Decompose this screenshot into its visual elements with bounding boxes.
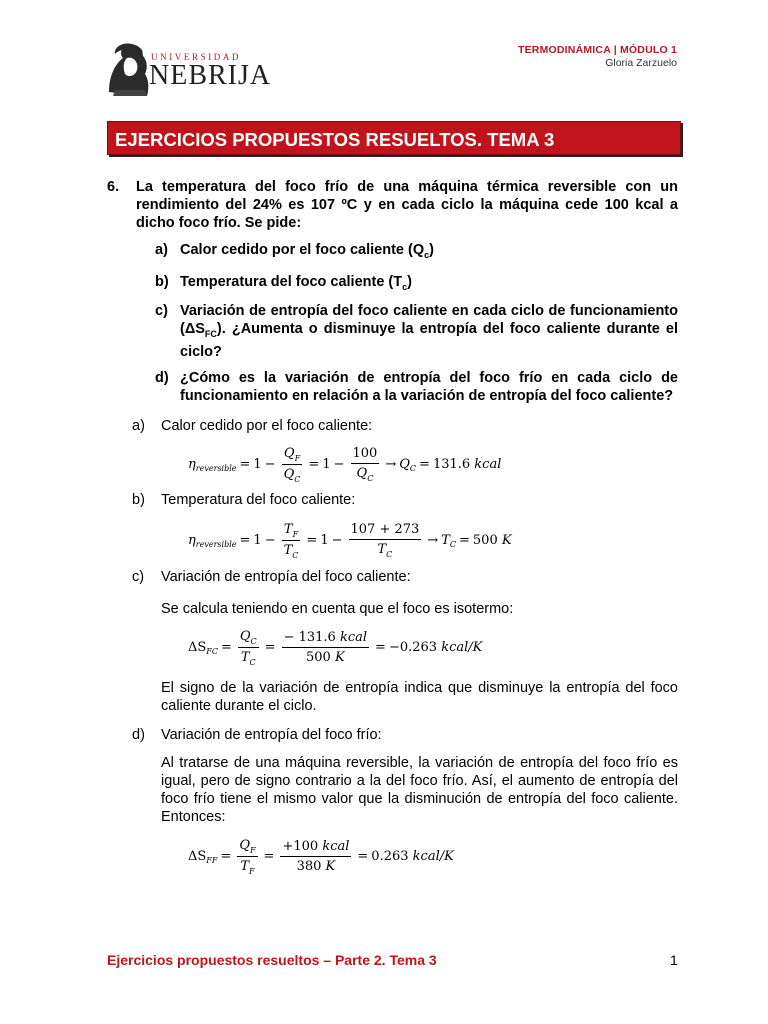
answer-c-conclusion: El signo de la variación de entropía indica que disminuye la entropía del foco caliente durante el ciclo. xyxy=(161,680,678,714)
question-item-c-text: Variación de entropía del foco caliente en cada ciclo de funcionamiento $(\Delta S_{FC})$. ¿Aumenta o disminuye la entropía del foco caliente durante el ciclo? xyxy=(180,303,678,360)
nebrija-portrait-icon xyxy=(109,43,148,96)
question-item-a-label: a) xyxy=(155,242,168,258)
question-item-b-text: Temperatura del foco caliente $(T_c)$ xyxy=(180,274,412,292)
equation-d: ΔS FF = $\frac{Q_F}{T_F}$ = $\frac{\text{+100 kcal}}{380 K}$ = 0.263 kcal/K xyxy=(188,837,454,876)
equation-a: η reversible = 1 − $\frac{Q_F}{Q_C}$ = 1 − $\frac{100}{Q_C}$ → Q C = 131.6 kcal xyxy=(188,445,502,484)
page-number: 1 xyxy=(670,952,678,968)
question-number: 6. xyxy=(107,179,120,195)
logo-name: NEBRIJA xyxy=(149,60,272,91)
question-text: La temperatura del foco frío de una máquina térmica reversible con un rendimiento del 24% es 107 ºC y en cada ciclo la máquina cede 100 kcal a dicho foco frío. Se pide: xyxy=(136,179,678,231)
answer-d-label: d) xyxy=(132,727,145,743)
footer-title: Ejercicios propuestos resueltos – Parte 2. Tema 3 xyxy=(107,952,437,968)
answer-d-title: Variación de entropía del foco frío: xyxy=(161,727,382,743)
logo-university-label: UNIVERSIDAD xyxy=(151,52,242,62)
question-item-d-label: d) xyxy=(155,370,169,386)
answer-a-title: Calor cedido por el foco caliente: xyxy=(161,418,373,434)
answer-b-title: Temperatura del foco caliente: xyxy=(161,492,356,508)
answer-a-label: a) xyxy=(132,418,145,434)
equation-c: ΔS FC = $\frac{Q_C}{T_C}$ = $\frac{\text{− 131.6 kcal}}{500 K}$ = −0.263 kcal/K xyxy=(188,628,483,667)
answer-c-title: Variación de entropía del foco caliente: xyxy=(161,569,411,585)
page-title: EJERCICIOS PROPUESTOS RESUELTOS. TEMA 3 xyxy=(115,129,555,150)
header-author: Gloria Zarzuelo xyxy=(605,57,677,69)
answer-d-body: Al tratarse de una máquina reversible, la variación de entropía del foco frío es igual, pero de signo contrario a la del foco frío. Así, el aumento de entropía del foco frío tiene el mismo valor que la disminución de entropía del foco caliente. Entonces: xyxy=(161,755,678,825)
question-item-d-text: ¿Cómo es la variación de entropía del foco frío en cada ciclo de funcionamiento en relación a la variación de entropía del foco caliente? xyxy=(180,370,678,404)
question-item-a-text: Calor cedido por el foco caliente $(Q_c)$ xyxy=(180,242,434,260)
answer-b-label: b) xyxy=(132,492,145,508)
answer-c-label: c) xyxy=(132,569,145,585)
question-item-c-label: c) xyxy=(155,303,168,319)
answer-c-intro: Se calcula teniendo en cuenta que el foco es isotermo: xyxy=(161,601,514,617)
header-course: TERMODINÁMICA | MÓDULO 1 xyxy=(517,44,677,56)
question-item-b-label: b) xyxy=(155,274,169,290)
equation-b: η reversible = 1 − $\frac{T_F}{T_C}$ = 1 − $\frac{107 + 273}{T_C}$ → T C = 500 K xyxy=(188,521,512,560)
